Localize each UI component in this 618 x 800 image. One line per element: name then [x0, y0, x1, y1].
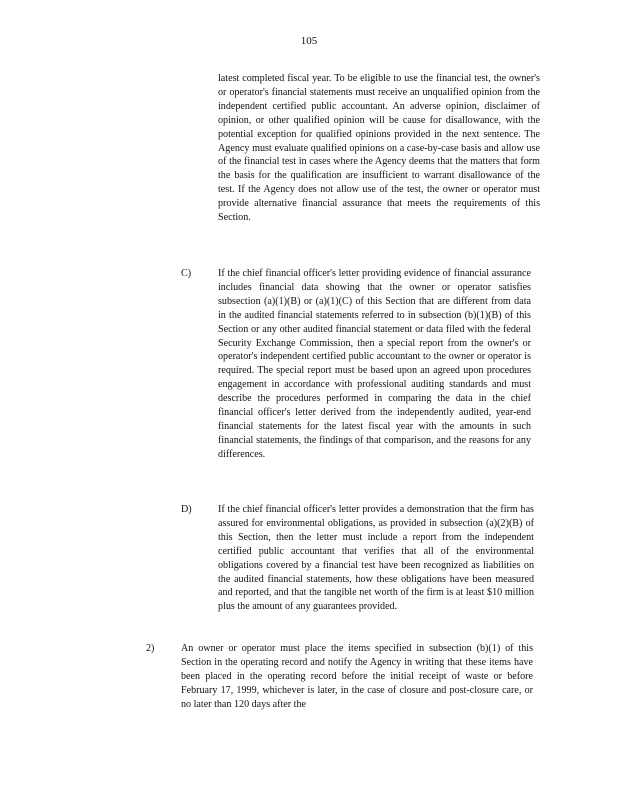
item-d-label: D)	[181, 504, 192, 515]
item-c-label: C)	[181, 268, 192, 279]
item-d-paragraph: If the chief financial officer's letter provides a demonstration that the firm has assured for environmental obligations, as provided in subsection (a)(2)(B) of this Section, then the letter must include a report from the independent certified public accountant that verifies that all of the environmental obligations covered by a financial test have been recognized as liabilities on the audited financial statements, how these obligations have been measured and reported, and that the tangible net worth of the firm is at least $10 million plus the amount of any guarantees provided.	[218, 504, 534, 613]
item-2-label: 2)	[146, 643, 155, 654]
continuation-paragraph: latest completed fiscal year. To be eligible to use the financial test, the owner's or operator's financial statements must receive an unqualified opinion from the independent certified public accountant. An adverse opinion, disclaimer of opinion, or other qualified opinion will be cause for disallowance, with the potential exception for qualified opinions provided in the next sentence. The Agency must evaluate qualified opinions on a case-by-case basis and allow use of the financial test in cases where the Agency deems that the matters that form the basis for the qualification are insufficient to warrant disallowance of the test. If the Agency does not allow use of the test, the owner or operator must provide alternative financial assurance that meets the requirements of this Section.	[218, 73, 540, 224]
page-number: 105	[300, 35, 318, 47]
item-c-paragraph: If the chief financial officer's letter providing evidence of financial assurance includes financial data showing that the owner or operator satisfies subsection (a)(1)(B) or (a)(1)(C) of this Section that are different from data in the audited financial statements referred to in subsection (b)(1)(B) of this Section or any other audited financial statement or data filed with the federal Security Exchange Commission, then a special report from the owner's or operator's independent certified public accountant to the owner or operator is required. The special report must be based upon an agreed upon procedures engagement in accordance with professional auditing standards and must describe the procedures performed in comparing the data in the chief financial officer's letter derived from the independently audited, year-end financial statements for the latest fiscal year with the amounts in such financial statements, the findings of that comparison, and the reasons for any differences.	[218, 268, 531, 460]
item-2-paragraph: An owner or operator must place the items specified in subsection (b)(1) of this Section in the operating record and notify the Agency in writing that these items have been placed in the operating record before the initial receipt of waste or before February 17, 1999, whichever is later, in the case of closure and post-closure care, or no later than 120 days after the	[181, 643, 533, 710]
